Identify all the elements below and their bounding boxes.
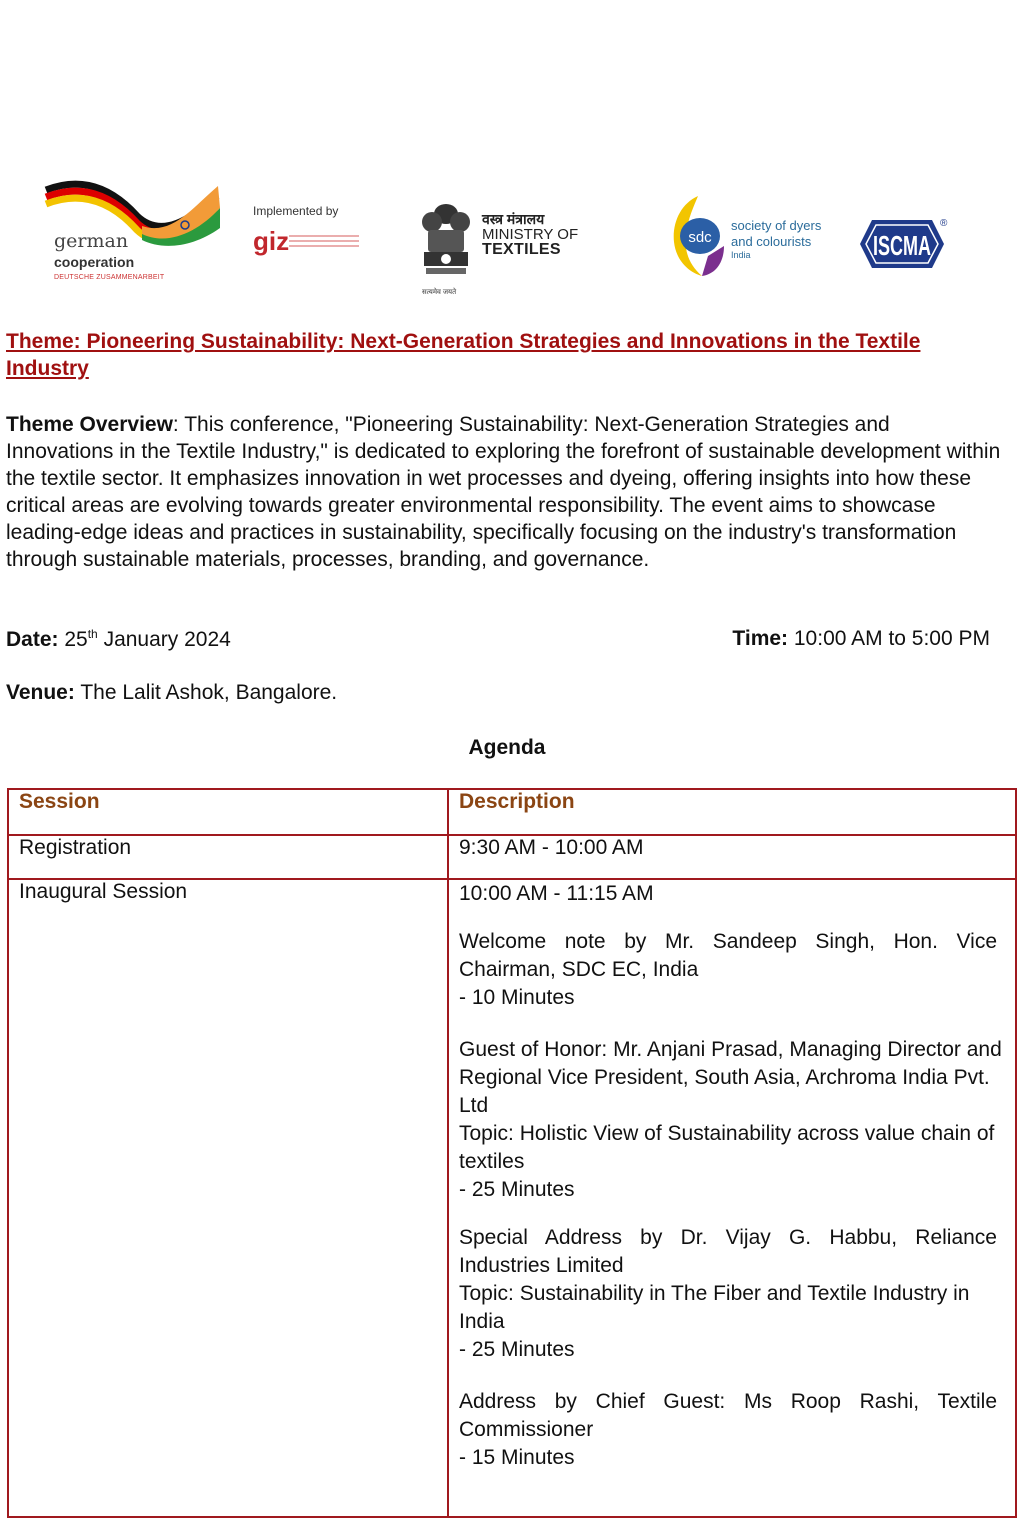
emblem-motto: सत्यमेव जयते xyxy=(422,289,457,296)
iscma-wordmark: ISCMA xyxy=(873,230,931,261)
event-venue xyxy=(6,681,337,705)
time-value: 10:00 AM to 5:00 PM xyxy=(788,627,990,650)
date-label: Date: xyxy=(6,628,59,651)
description-column-header: Description xyxy=(448,789,1016,835)
table-row xyxy=(8,835,1016,879)
event-time xyxy=(732,627,990,651)
venue-label: Venue: xyxy=(6,681,75,704)
giz-fine-print xyxy=(289,235,359,249)
session-cell: Inaugural Session xyxy=(8,879,448,1517)
german-cooperation-logo xyxy=(42,178,227,281)
theme-overview xyxy=(6,411,1002,573)
date-day: 25 xyxy=(58,628,88,651)
textiles-label: TEXTILES xyxy=(482,241,561,258)
agenda-item-duration: - 25 Minutes xyxy=(459,1338,575,1361)
sdc-line1: society of dyers xyxy=(731,218,822,233)
agenda-item-duration: - 25 Minutes xyxy=(459,1178,575,1201)
agenda-heading: Agenda xyxy=(468,736,546,759)
sdc-line2: and colourists xyxy=(731,234,812,249)
giz-wordmark: giz xyxy=(253,226,290,256)
agenda-item-text: Welcome note by Mr. Sandeep Singh, Hon. Vice Chairman, SDC EC, India xyxy=(459,930,997,981)
agenda-table xyxy=(7,788,1017,1518)
session-time: 10:00 AM - 11:15 AM xyxy=(459,882,654,905)
registered-mark: ® xyxy=(940,218,948,229)
overview-label: Theme Overview xyxy=(6,413,173,436)
zusammenarbeit-label: DEUTSCHE ZUSAMMENARBEIT xyxy=(54,274,165,281)
german-flag-swoosh-icon xyxy=(42,178,227,238)
session-cell: Registration xyxy=(8,835,448,879)
session-column-header: Session xyxy=(8,789,448,835)
sdc-logo xyxy=(668,194,833,279)
sdc-badge-icon xyxy=(668,194,728,279)
ministry-of-textiles-logo xyxy=(418,200,608,296)
overview-text: : This conference, "Pioneering Sustainability: Next-Generation Strategies and Innovations in the Textile Industry," is dedicated to exploring the forefront of sustainable development within the textile sector. It emphasizes innovation in wet processes and dyeing, offering insights into how these critical areas are evolving towards greater environmental responsibility. The event aims to showcase leading-edge ideas and practices in sustainability, specifically focusing on the industry's transformation through sustainable materials, processes, branding, and governance. xyxy=(6,413,1001,571)
description-cell xyxy=(448,879,1016,1517)
cooperation-label: cooperation xyxy=(54,254,135,270)
iscma-hexagon-icon xyxy=(846,214,946,274)
agenda-item-text: Address by Chief Guest: Ms Roop Rashi, Textile Commissioner xyxy=(459,1390,997,1441)
agenda-item-topic: Topic: Sustainability in The Fiber and Textile Industry in India xyxy=(459,1282,970,1333)
event-date xyxy=(6,627,231,652)
implemented-by-label: Implemented by xyxy=(253,204,339,218)
ministry-of-label: MINISTRY OF xyxy=(482,226,579,243)
agenda-item-text: Guest of Honor: Mr. Anjani Prasad, Managing Director and Regional Vice President, South Asia, Archroma India Pvt. Ltd xyxy=(459,1038,1002,1117)
table-header-row xyxy=(8,789,1016,835)
german-label: german xyxy=(54,230,129,252)
sdc-badge-text: sdc xyxy=(688,229,712,246)
iscma-logo xyxy=(846,214,946,274)
ministry-hindi-label: वस्त्र मंत्रालय xyxy=(482,211,545,227)
giz-logo xyxy=(253,204,373,264)
theme-title: Theme: Pioneering Sustainability: Next-Generation Strategies and Innovations in the Textile Industry xyxy=(6,330,921,380)
date-rest: January 2024 xyxy=(97,628,231,651)
table-row xyxy=(8,879,1016,1517)
sdc-india-label: India xyxy=(731,250,751,260)
logo-bar xyxy=(0,170,1004,296)
description-cell: 9:30 AM - 10:00 AM xyxy=(448,835,1016,879)
venue-value: The Lalit Ashok, Bangalore. xyxy=(74,681,338,704)
time-label: Time: xyxy=(732,627,789,650)
agenda-item-duration: - 15 Minutes xyxy=(459,1446,575,1469)
date-suffix: th xyxy=(87,627,98,641)
national-emblem-icon xyxy=(418,200,474,286)
agenda-item-topic: Topic: Holistic View of Sustainability across value chain of textiles xyxy=(459,1122,995,1173)
agenda-item-text: Special Address by Dr. Vijay G. Habbu, Reliance Industries Limited xyxy=(459,1226,997,1277)
agenda-item-duration: - 10 Minutes xyxy=(459,986,575,1009)
